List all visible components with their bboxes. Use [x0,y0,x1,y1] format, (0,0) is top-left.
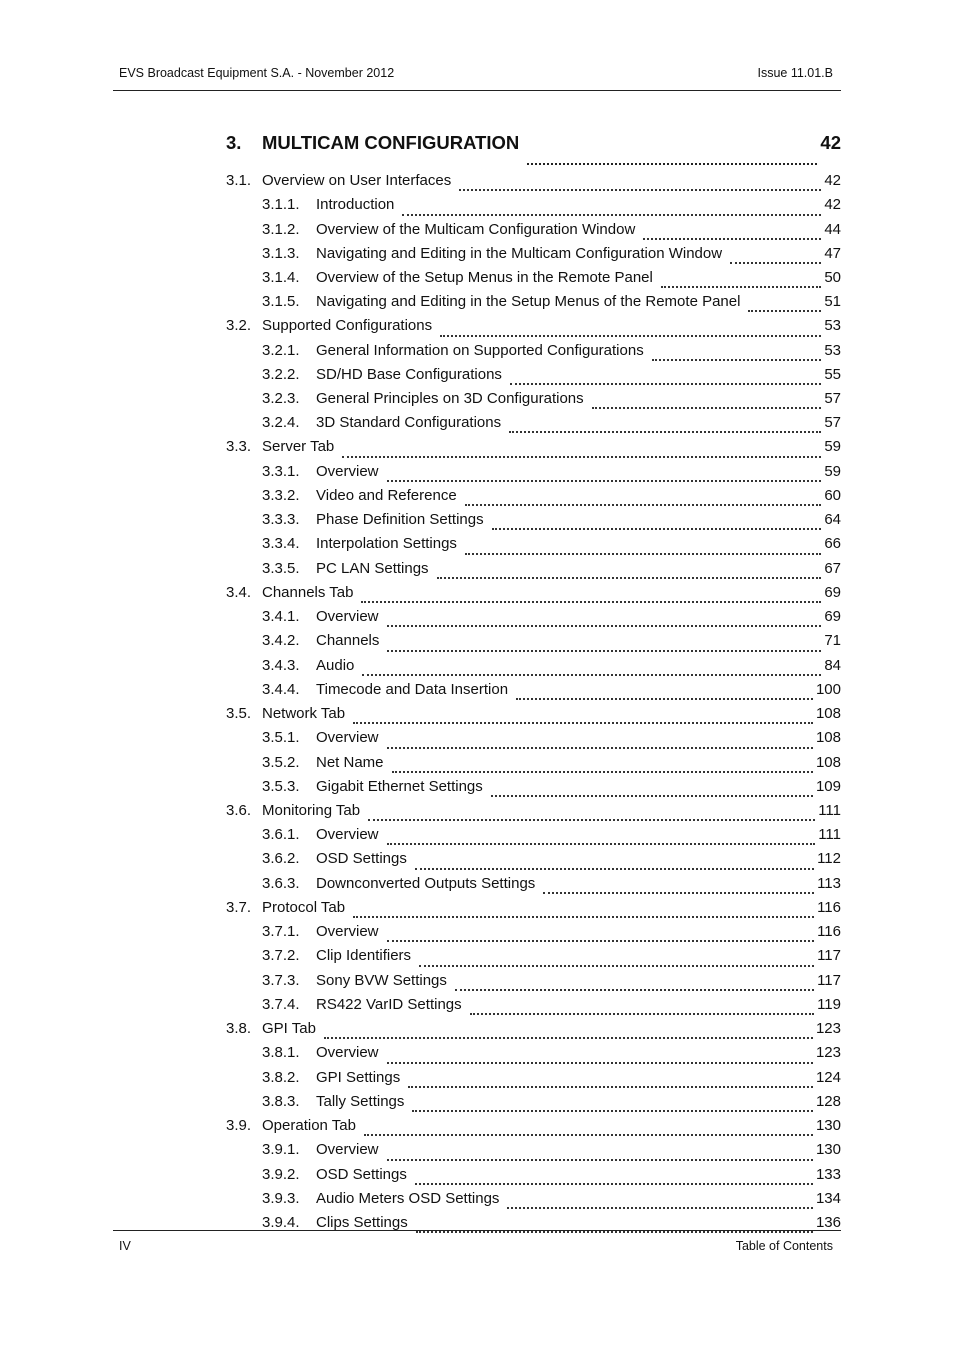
toc-chapter-entry[interactable] [226,130,841,172]
dot-leader [364,1133,813,1136]
toc-entry-title: Overview [316,923,379,941]
toc-entry-title: Server Tab [262,438,335,456]
toc-entry-number: 3.1.2. [262,220,300,238]
toc-entry-page: 71 [824,632,841,650]
dot-leader [387,479,822,482]
dot-leader [510,382,821,385]
toc-entry-page: 42 [824,196,841,214]
toc-entry-number: 3.9.1. [262,1141,300,1159]
toc-entry-number: 3.8.3. [262,1092,300,1110]
table-of-contents [226,130,841,1238]
dot-leader [492,527,822,530]
toc-entry-page: 69 [824,608,841,626]
toc-entry-title: Clips Settings [316,1213,408,1231]
toc-entry-title: Overview [316,729,379,747]
toc-subsection-entry[interactable] [226,778,841,802]
toc-entry-page: 42 [824,172,841,189]
dot-leader [387,624,822,627]
dot-leader [748,309,821,312]
toc-entry-number: 3.1. [226,172,252,189]
dot-leader [419,964,814,967]
dot-leader [387,1158,813,1161]
dot-leader [324,1036,813,1039]
toc-entry-title: OSD Settings [316,1165,407,1183]
toc-entry-number: 3.2.1. [262,341,300,359]
dot-leader [387,649,821,652]
dot-leader [730,261,821,264]
toc-entry-title: GPI Tab [262,1019,316,1037]
toc-entry-page: 66 [824,535,841,553]
toc-entry-title: GPI Settings [316,1068,401,1086]
dot-leader [415,1182,813,1185]
toc-entry-page: 84 [824,656,841,674]
toc-entry-number: 3.1.1. [262,196,300,214]
toc-entry-number: 3.3.3. [262,511,300,529]
toc-entry-page: 116 [817,923,841,941]
toc-entry-number: 3.5. [226,704,252,722]
toc-subsection-entry[interactable] [226,463,841,487]
toc-entry-title: Audio Meters OSD Settings [316,1189,500,1207]
dot-leader [402,213,821,216]
toc-entry-number: 3.7.4. [262,995,300,1013]
dot-leader [459,188,821,191]
toc-entry-page: 55 [824,365,841,383]
toc-subsection-entry[interactable] [226,511,841,535]
toc-subsection-entry[interactable] [226,269,841,293]
toc-entry-page: 57 [824,414,841,432]
toc-entry-title: Audio [316,656,355,674]
dot-leader [353,721,813,724]
toc-subsection-entry[interactable] [226,245,841,269]
toc-entry-page: 136 [815,1213,841,1231]
header-publisher: EVS Broadcast Equipment S.A. - November 2012 [119,66,395,80]
toc-entry-title: Video and Reference [316,487,457,505]
toc-entry-number: 3.1.5. [262,293,300,311]
toc-entry-page: 117 [817,947,841,965]
toc-subsection-entry[interactable] [226,390,841,414]
toc-entry-title: Monitoring Tab [262,801,361,819]
dot-leader [361,600,821,603]
toc-entry-page: 50 [824,268,841,286]
dot-leader [470,1012,814,1015]
toc-entry-number: 3.4.2. [262,632,300,650]
toc-entry-title: Interpolation Settings [316,535,457,553]
toc-entry-number: 3.3.4. [262,535,300,553]
toc-entry-page: 123 [815,1019,841,1037]
toc-entry-number: 3.9.2. [262,1165,300,1183]
toc-subsection-entry[interactable] [226,1044,841,1068]
toc-entry-number: 3.9. [226,1116,252,1134]
dot-leader [440,334,821,337]
toc-subsection-entry[interactable] [226,923,841,947]
toc-entry-title: Tally Settings [316,1092,405,1110]
toc-section-entry[interactable] [226,1117,841,1141]
toc-entry-number: 3.8.1. [262,1044,300,1062]
toc-entry-title: Net Name [316,753,384,771]
toc-entry-title: Overview [316,608,379,626]
toc-entry-page: 53 [824,317,841,335]
footer-page-number: IV [119,1239,131,1253]
toc-entry-page: 133 [815,1165,841,1183]
toc-entry-number: 3.5.3. [262,777,300,795]
toc-entry-title: Timecode and Data Insertion [316,680,509,698]
toc-section-entry[interactable] [226,317,841,341]
toc-entry-page: 123 [815,1044,841,1062]
page-header [113,64,841,91]
dot-leader [353,915,814,918]
toc-entry-page: 47 [824,244,841,262]
dot-leader [465,552,821,555]
toc-entry-number: 3.2.2. [262,365,300,383]
toc-entry-page: 108 [815,753,841,771]
toc-subsection-entry[interactable] [226,754,841,778]
toc-entry-number: 3.1.4. [262,268,300,286]
dot-leader [516,697,813,700]
toc-subsection-entry[interactable] [226,560,841,584]
toc-entry-title: Downconverted Outputs Settings [316,874,536,892]
dot-leader [507,1206,813,1209]
dot-leader [455,988,814,991]
toc-entry-page: 59 [824,462,841,480]
toc-entry-title: Overview [316,462,379,480]
toc-entry-number: 3.4.1. [262,608,300,626]
toc-section-entry[interactable] [226,705,841,729]
dot-leader [661,285,821,288]
toc-section-entry[interactable] [226,438,841,462]
toc-entry-page: 67 [824,559,841,577]
toc-subsection-entry[interactable] [226,1069,841,1093]
toc-entry-page: 112 [817,850,841,868]
toc-subsection-entry[interactable] [226,875,841,899]
toc-subsection-entry[interactable] [226,293,841,317]
toc-entry-title: Overview [316,1044,379,1062]
toc-entry-number: 3.3. [226,438,252,456]
toc-subsection-entry[interactable] [226,657,841,681]
dot-leader [387,842,816,845]
dot-leader [592,406,822,409]
toc-entry-number: 3.7.2. [262,947,300,965]
toc-entry-title: OSD Settings [316,850,407,868]
toc-entry-title: SD/HD Base Configurations [316,365,502,383]
toc-subsection-entry[interactable] [226,681,841,705]
toc-entry-number: 3.5.1. [262,729,300,747]
dot-leader [527,162,817,165]
dot-leader [415,867,814,870]
toc-entry-title: Clip Identifiers [316,947,412,965]
toc-entry-title: Overview of the Setup Menus in the Remote Panel [316,268,653,286]
toc-entry-page: 60 [824,487,841,505]
toc-subsection-entry[interactable] [226,729,841,753]
toc-subsection-entry[interactable] [226,196,841,220]
toc-entry-number: 3.4. [226,583,252,601]
toc-entry-number: 3. [226,132,242,153]
footer-section-title: Table of Contents [735,1239,833,1253]
toc-entry-number: 3.7. [226,898,252,916]
dot-leader [392,770,813,773]
toc-entry-title: Introduction [316,196,395,214]
toc-entry-page: 134 [815,1189,841,1207]
toc-entry-page: 51 [824,293,841,311]
toc-entry-title: Overview [316,1141,379,1159]
toc-entry-title: Supported Configurations [262,317,433,335]
toc-entry-number: 3.5.2. [262,753,300,771]
toc-entry-number: 3.6. [226,801,252,819]
toc-entry-number: 3.6.1. [262,826,300,844]
toc-subsection-entry[interactable] [226,850,841,874]
toc-entry-title: Sony BVW Settings [316,971,447,989]
toc-section-entry[interactable] [226,1020,841,1044]
toc-entry-page: 111 [818,826,841,844]
toc-entry-page: 111 [818,801,841,819]
toc-entry-number: 3.3.5. [262,559,300,577]
dot-leader [362,673,821,676]
toc-subsection-entry[interactable] [226,632,841,656]
toc-entry-title: Gigabit Ethernet Settings [316,777,483,795]
toc-entry-page: 100 [815,680,841,698]
toc-entry-page: 59 [824,438,841,456]
toc-entry-number: 3.9.3. [262,1189,300,1207]
toc-entry-number: 3.2. [226,317,252,335]
toc-entry-page: 69 [824,583,841,601]
toc-entry-number: 3.1.3. [262,244,300,262]
toc-entry-page: 130 [815,1141,841,1159]
toc-subsection-entry[interactable] [226,826,841,850]
toc-entry-page: 109 [815,777,841,795]
toc-subsection-entry[interactable] [226,487,841,511]
dot-leader [509,430,821,433]
toc-entry-number: 3.2.3. [262,390,300,408]
toc-entry-page: 124 [815,1068,841,1086]
toc-subsection-entry[interactable] [226,1190,841,1214]
toc-subsection-entry[interactable] [226,1166,841,1190]
toc-entry-number: 3.6.3. [262,874,300,892]
toc-entry-title: Channels Tab [262,583,354,601]
toc-entry-title: Navigating and Editing in the Multicam Configuration Window [316,244,723,262]
toc-entry-page: 108 [815,704,841,722]
toc-entry-number: 3.2.4. [262,414,300,432]
toc-subsection-entry[interactable] [226,1141,841,1165]
toc-entry-page: 42 [820,132,841,153]
toc-entry-page: 113 [817,874,841,892]
dot-leader [342,455,821,458]
toc-subsection-entry[interactable] [226,1093,841,1117]
toc-entry-page: 119 [817,995,841,1013]
toc-entry-number: 3.3.1. [262,462,300,480]
toc-entry-number: 3.8. [226,1019,252,1037]
toc-entry-title: 3D Standard Configurations [316,414,502,432]
dot-leader [652,358,822,361]
toc-entry-number: 3.6.2. [262,850,300,868]
toc-subsection-entry[interactable] [226,366,841,390]
dot-leader [465,503,822,506]
toc-subsection-entry[interactable] [226,221,841,245]
toc-subsection-entry[interactable] [226,947,841,971]
dot-leader [412,1109,813,1112]
page-footer [113,1230,841,1255]
toc-subsection-entry[interactable] [226,972,841,996]
dot-leader [408,1085,813,1088]
toc-entry-title: Phase Definition Settings [316,511,484,529]
toc-entry-page: 128 [815,1092,841,1110]
toc-entry-title: MULTICAM CONFIGURATION [262,132,520,153]
toc-subsection-entry[interactable] [226,996,841,1020]
toc-entry-number: 3.7.1. [262,923,300,941]
toc-entry-number: 3.7.3. [262,971,300,989]
toc-entry-title: Navigating and Editing in the Setup Menus of the Remote Panel [316,293,741,311]
toc-entry-page: 57 [824,390,841,408]
dot-leader [387,1061,813,1064]
toc-entry-number: 3.4.3. [262,656,300,674]
toc-subsection-entry[interactable] [226,342,841,366]
toc-entry-title: General Principles on 3D Configurations [316,390,584,408]
toc-entry-number: 3.9.4. [262,1213,300,1231]
toc-entry-title: PC LAN Settings [316,559,429,577]
dot-leader [368,818,815,821]
toc-entry-page: 130 [815,1116,841,1134]
dot-leader [387,939,815,942]
toc-entry-page: 116 [817,898,841,916]
toc-entry-page: 64 [824,511,841,529]
toc-entry-page: 117 [817,971,841,989]
dot-leader [387,746,813,749]
toc-entry-title: General Information on Supported Configurations [316,341,644,359]
toc-entry-title: Overview [316,826,379,844]
toc-entry-title: RS422 VarID Settings [316,995,462,1013]
toc-entry-page: 44 [824,220,841,238]
toc-entry-title: Overview on User Interfaces [262,172,452,189]
toc-section-entry[interactable] [226,584,841,608]
toc-entry-number: 3.8.2. [262,1068,300,1086]
toc-entry-number: 3.4.4. [262,680,300,698]
dot-leader [643,237,821,240]
toc-entry-title: Network Tab [262,704,346,722]
toc-entry-page: 53 [824,341,841,359]
dot-leader [543,891,814,894]
toc-entry-page: 108 [815,729,841,747]
dot-leader [437,576,822,579]
toc-section-entry[interactable] [226,802,841,826]
toc-entry-title: Operation Tab [262,1116,356,1134]
toc-subsection-entry[interactable] [226,414,841,438]
toc-section-entry[interactable] [226,899,841,923]
dot-leader [491,794,813,797]
toc-entry-title: Overview of the Multicam Configuration Window [316,220,636,238]
toc-entry-title: Protocol Tab [262,898,346,916]
toc-entry-title: Channels [316,632,380,650]
toc-entry-number: 3.3.2. [262,487,300,505]
toc-section-entry[interactable] [226,172,841,196]
toc-subsection-entry[interactable] [226,535,841,559]
toc-subsection-entry[interactable] [226,608,841,632]
header-issue: Issue 11.01.B [757,66,833,80]
